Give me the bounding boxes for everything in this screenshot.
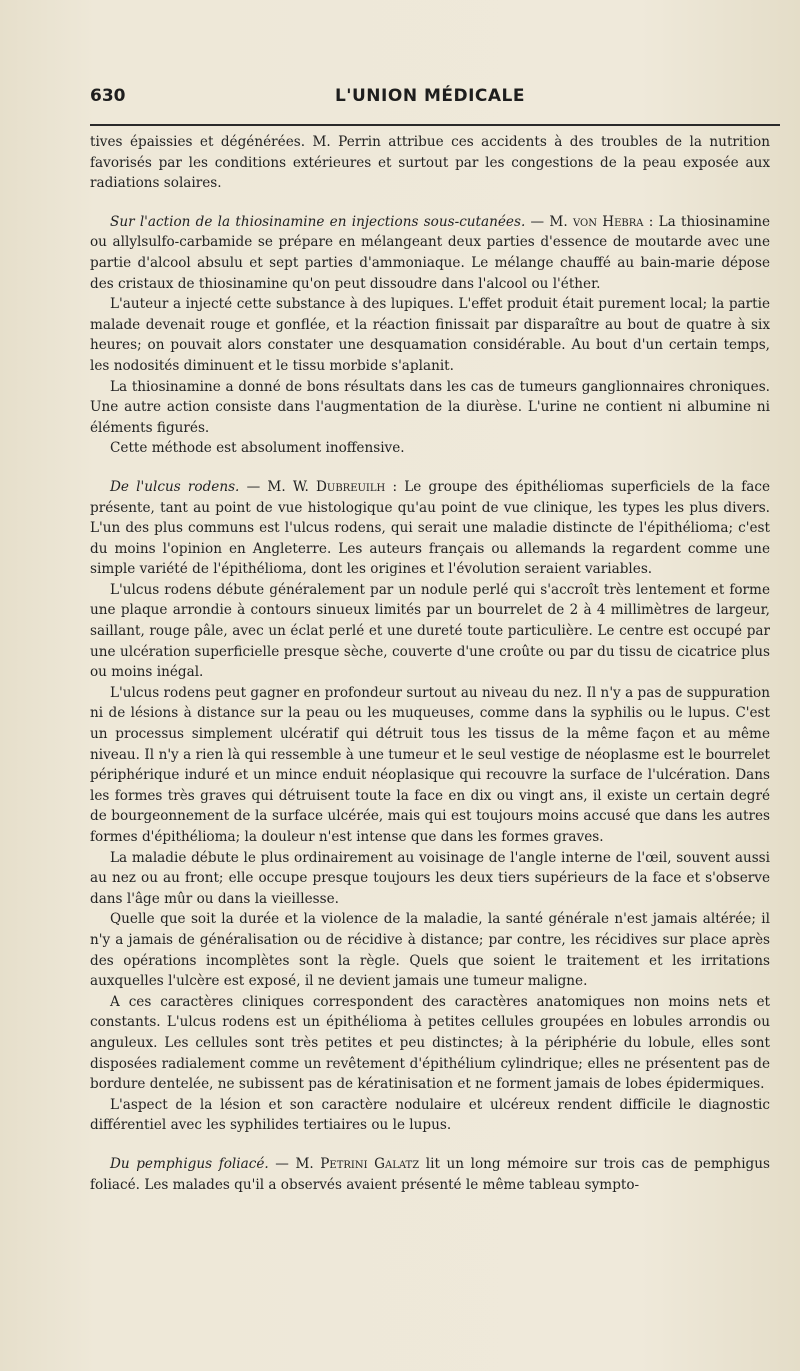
ulcus-section-lead [90, 477, 770, 580]
section-dash: — M. [268, 1155, 321, 1172]
section-dash: — M. [525, 213, 573, 230]
paragraph: Quelle que soit la durée et la violence de la maladie, la santé générale n'est jamais altérée; il n'y a jamais de généralisation ou de récidive à distance; par contre, les récidives sur place après des opérations incomplètes sont la règle. Quels que soient le traitement et les irritations auxquelles l'ulcère est exposé, il ne devient jamais une tumeur maligne. [90, 911, 770, 990]
article-body [90, 132, 770, 1195]
author-name: Petrini Galatz [320, 1155, 420, 1172]
pemphigus-section-lead [90, 1154, 770, 1195]
section-title-ulcus-rodens: De l'ulcus rodens. [110, 478, 240, 495]
page-number: 630 [90, 86, 126, 106]
paragraph: L'ulcus rodens peut gagner en profondeur surtout au niveau du nez. Il n'y a pas de suppuration ni de lésions à distance sur la peau ou les muqueuses, comme dans la syphilis ou le lupus. C'est un processus simplement ulcératif qui détruit tous les tissus de la même façon et au même niveau. Il n'y a rien là qui ressemble à une tumeur et le seul vestige de néoplasme est le bourrelet périphérique induré et un mince enduit néoplasique qui recouvre la surface de l'ulcération. Dans les formes très graves qui détruisent toute la face en dix ou vingt ans, il existe un certain degré de bourgeonnement de la surface ulcérée, mais qui est toujours moins accusé que dans les autres formes d'épithélioma; la douleur n'est intense que dans les formes graves. [90, 684, 770, 845]
paragraph: L'ulcus rodens débute généralement par un nodule perlé qui s'accroît très lentement et forme une plaque arrondie à contours sinueux limités par un bourrelet de 2 à 4 millimètres de largeur, saillant, rouge pâle, avec un éclat perlé et une dureté toute particulière. Le centre est occupé par une ulcération superficielle presque sèche, couverte d'une croûte ou par du tissu de cicatrice plus ou moins inégal. [90, 581, 770, 681]
author-name: von Hebra [572, 213, 644, 230]
paragraph: La maladie débute le plus ordinairement au voisinage de l'angle interne de l'œil, souvent aussi au nez ou au front; elle occupe presque toujours les deux tiers supérieurs de la face et s'observe dans l'âge mûr ou dans la vieillesse. [90, 849, 770, 907]
paragraph-text: : Le groupe des épithéliomas superficiels de la face présente, tant au point de vue histologique qu'au point de vue clinique, les types les plus divers. L'un des plus communs est l'ulcus rodens, qui serait une maladie distincte de l'épithélioma; c'est du moins l'opinion en Angleterre. Les auteurs français ou allemands la regardent comme une simple variété de l'épithélioma, dont les origines et l'évolution seraient variables. [90, 478, 770, 578]
paragraph: La thiosinamine a donné de bons résultats dans les cas de tumeurs ganglionnaires chroniques. Une autre action consiste dans l'augmentation de la diurèse. L'urine ne contient ni albumine ni éléments figurés. [90, 378, 770, 436]
paragraph: A ces caractères cliniques correspondent des caractères anatomiques non moins nets et constants. L'ulcus rodens est un épithélioma à petites cellules groupées en lobules arrondis ou anguleux. Les cellules sont très petites et peu distinctes; à la périphérie du lobule, elles sont disposées radialement comme un revêtement d'épithélium cylindrique; elles ne présentent pas de bordure dentelée, ne subissent pas de kératinisation et ne forment jamais de lobes épidermiques. [90, 993, 770, 1093]
paragraph-continued: tives épaissies et dégénérées. M. Perrin attribue ces accidents à des troubles de la nutrition favorisés par les conditions extérieures et surtout par les congestions de la peau exposée aux radiations solaires. [90, 134, 770, 192]
section-title-thiosinamine: Sur l'action de la thiosinamine en injections sous-cutanées. [110, 213, 526, 230]
paragraph: Cette méthode est absolument inoffensive. [110, 440, 405, 457]
author-name: Dubreuilh [316, 478, 386, 495]
paragraph-text: : La thiosinamine ou allylsulfo-carbamide se prépare en mélangeant deux parties d'essence de moutarde avec une partie d'alcool absulu et sept parties d'ammoniaque. Le mélange chauffé au bain-marie dépose des cristaux de thiosinamine qu'on peut dissoudre dans l'alcool ou l'éther. [90, 213, 770, 292]
header-rule [90, 124, 780, 126]
section-title-pemphigus: Du pemphigus foliacé. [110, 1155, 269, 1172]
section-dash: — M. W. [239, 478, 316, 495]
paragraph: L'auteur a injecté cette substance à des lupiques. L'effet produit était purement local; la partie malade devenait rouge et gonflée, et la réaction finissait par disparaître au bout de quatre à six heures; on pouvait alors constater une desquamation considérable. Au bout d'un certain temps, les nodosités diminuent et le tissu morbide s'aplanit. [90, 296, 770, 374]
paragraph: L'aspect de la lésion et son caractère nodulaire et ulcéreux rendent difficile le diagnostic différentiel avec les syphilides tertiaires ou le lupus. [90, 1096, 770, 1134]
thiosinamine-section-lead [90, 212, 770, 294]
paragraph-text: lit un long mémoire sur trois cas de pemphigus foliacé. Les malades qu'il a observés avaient présenté le même tableau sympto- [90, 1155, 770, 1193]
page-header [90, 86, 770, 114]
running-title: L'UNION MÉDICALE [334, 86, 526, 106]
